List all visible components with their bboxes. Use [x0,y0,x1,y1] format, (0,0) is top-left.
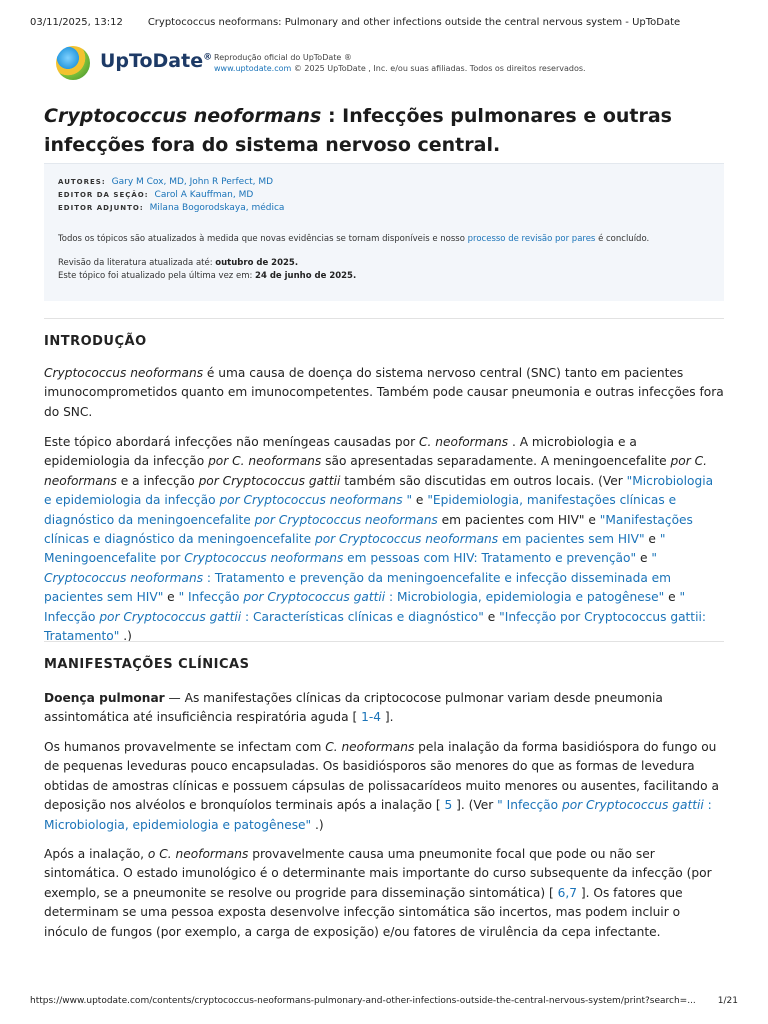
uptodate-logo-icon [56,46,90,80]
brand-name: UpToDate® [100,50,213,72]
section-editor-label: EDITOR DA SEÇÃO: [58,191,149,199]
page-title: Cryptococcus neoformans : Infecções pulmonares e outras infecções fora do sistema nervoso central. [44,105,672,156]
divider [44,318,724,319]
uptodate-url-link[interactable]: www.uptodate.com [214,64,292,73]
topic-link[interactable]: " Cryptococcus neoformans : Tratamento e prevenção da meningoencefalite e infecção disseminada em pacientes sem HIV" [44,551,672,605]
peer-review-link[interactable]: processo de revisão por pares [467,234,596,244]
brand-meta [214,52,586,74]
topic-link[interactable]: "Epidemiologia, manifestações clínicas e diagnóstico da meningoencefalite por Cryptococcus neoformans [44,493,677,527]
authors-link[interactable]: Gary M Cox, MD, John R Perfect, MD [111,177,274,187]
deputy-editor-link[interactable]: Milana Bogorodskaya, médica [149,203,285,213]
print-datetime: 03/11/2025, 13:12 [30,17,123,28]
intro-paragraph-2: Este tópico abordará infecções não meníngeas causadas por C. neoformans . A microbiologia e a epidemiologia da infecção por C. neoformans são apresentadas separadamente. A meningoencefalite por C. neoformans e a infecção por Cryptococcus gattii também são discutidas em outros locais. (Ver "Microbiologia e epidemiologia da infecção por Cryptococcus neoformans " e "Epidemiologia, manifestações clínicas e diagnóstico da meningoencefalite por Cryptococcus neoformans em pacientes com HIV" e "Manifestações clínicas e diagnóstico da meningoencefalite por Cryptococcus neoformans em pacientes sem HIV" e " Meningoencefalite por Cryptococcus neoformans em pessoas com HIV: Tratamento e prevenção" e " Cryptococcus neoformans : Tratamento e prevenção da meningoencefalite e infecção disseminada em pacientes sem HIV" e " Infecção por Cryptococcus gattii : Microbiologia, epidemiologia e patogênese" e " Infecção por Cryptococcus gattii : Características clínicas e diagnóstico" e "Infecção por Cryptococcus gattii: Tratamento" .) [44,435,714,644]
divider [44,641,724,642]
brand-copyright-line: www.uptodate.com © 2025 UpToDate , Inc. e/ou suas afiliadas. Todos os direitos reservados. [214,64,586,73]
print-footer [30,996,738,1008]
last-updated-date: Este tópico foi atualizado pela última vez em: 24 de junho de 2025. [58,271,357,281]
literature-review-date: Revisão da literatura atualizada até: outubro de 2025. [58,258,299,268]
authors-label: AUTORES: [58,178,106,186]
brand-official-line: Reprodução oficial do UpToDate ® [214,53,352,62]
section-editor-link[interactable]: Carol A Kauffman, MD [154,190,254,200]
page-number: 1/21 [717,996,738,1006]
topic-link[interactable]: " Infecção por Cryptococcus gattii : Características clínicas e diagnóstico" [44,590,686,624]
deputy-editor-row [58,202,284,214]
subheading-pulmonary: Doença pulmonar [44,691,165,705]
topic-link[interactable]: " Infecção por Cryptococcus gattii : Microbiologia, epidemiologia e patogênese" [178,590,665,605]
topic-link[interactable]: "Manifestações clínicas e diagnóstico da meningoencefalite por Cryptococcus neoformans em pacientes sem HIV" [44,512,693,547]
print-doc-title: Cryptococcus neoformans: Pulmonary and other infections outside the central nervous system - UpToDate [147,17,681,28]
print-header [30,17,738,31]
reference-link[interactable]: 5 [444,798,453,813]
section-editor-row [58,189,253,201]
intro-paragraph-1: Cryptococcus neoformans é uma causa de doença do sistema nervoso central (SNC) tanto em pacientes imunocomprometidos quanto em imunocompetentes. Também pode causar pneumonia e outras infecções fora do SNC. [44,366,724,419]
section-heading-clinical: MANIFESTAÇÕES CLÍNICAS [44,657,250,672]
clinical-paragraph-3: Após a inalação, o C. neoformans provavelmente causa uma pneumonite focal que pode ou não ser sintomática. O estado imunológico é o determinante mais importante do curso subsequente da infecção (por exemplo, se a pneumonite se resolve ou progride para disseminação sintomática) [ 6,7 ]. Os fatores que determinam se uma pessoa exposta desenvolve infecção sintomática são incertos, mas podem incluir o inóculo de fungos (por exemplo, a carga de exposição) e/ou fatores de virulência da cepa infectante. [44,847,712,939]
topic-link[interactable]: "Infecção por Cryptococcus gattii: Tratamento" [44,609,706,644]
deputy-editor-label: EDITOR ADJUNTO: [58,204,144,212]
authors-row [58,176,273,188]
topic-link[interactable]: "Microbiologia e epidemiologia da infecção por Cryptococcus neoformans " [44,473,714,508]
reference-link[interactable]: 6,7 [557,885,577,900]
reference-link[interactable]: 1-4 [361,710,381,725]
clinical-paragraph-2: Os humanos provavelmente se infectam com C. neoformans pela inalação da forma basidióspora do fungo ou de pequenas leveduras pouco encapsuladas. Os basidiósporos são menores do que as formas de levedura obtidas de amostras clínicas e possuem cápsulas de polissacarídeos muito menores ou ausentes, facilitando a deposição nos alvéolos e bronquíolos terminais após a inalação [ 5 ]. (Ver " Infecção por Cryptococcus gattii : Microbiologia, epidemiologia e patogênese" .) [44,740,719,832]
topic-link[interactable]: " Infecção por Cryptococcus gattii : Microbiologia, epidemiologia e patogênese" [44,798,712,832]
update-note: Todos os tópicos são atualizados à medida que novas evidências se tornam disponíveis e nosso processo de revisão por pares é concluído. [58,234,650,244]
print-url: https://www.uptodate.com/contents/cryptococcus-neoformans-pulmonary-and-other-infections-outside-the-central-nervous-system/print?search=... [30,996,696,1006]
clinical-paragraph-1: Doença pulmonar — As manifestações clínicas da criptococose pulmonar variam desde pneumonia assintomática até insuficiência respiratória aguda [ 1-4 ]. [44,691,663,725]
section-heading-introduction: INTRODUÇÃO [44,334,147,349]
topic-meta-box [44,163,724,301]
topic-link[interactable]: " Meningoencefalite por Cryptococcus neoformans em pessoas com HIV: Tratamento e prevenção" [44,532,666,566]
